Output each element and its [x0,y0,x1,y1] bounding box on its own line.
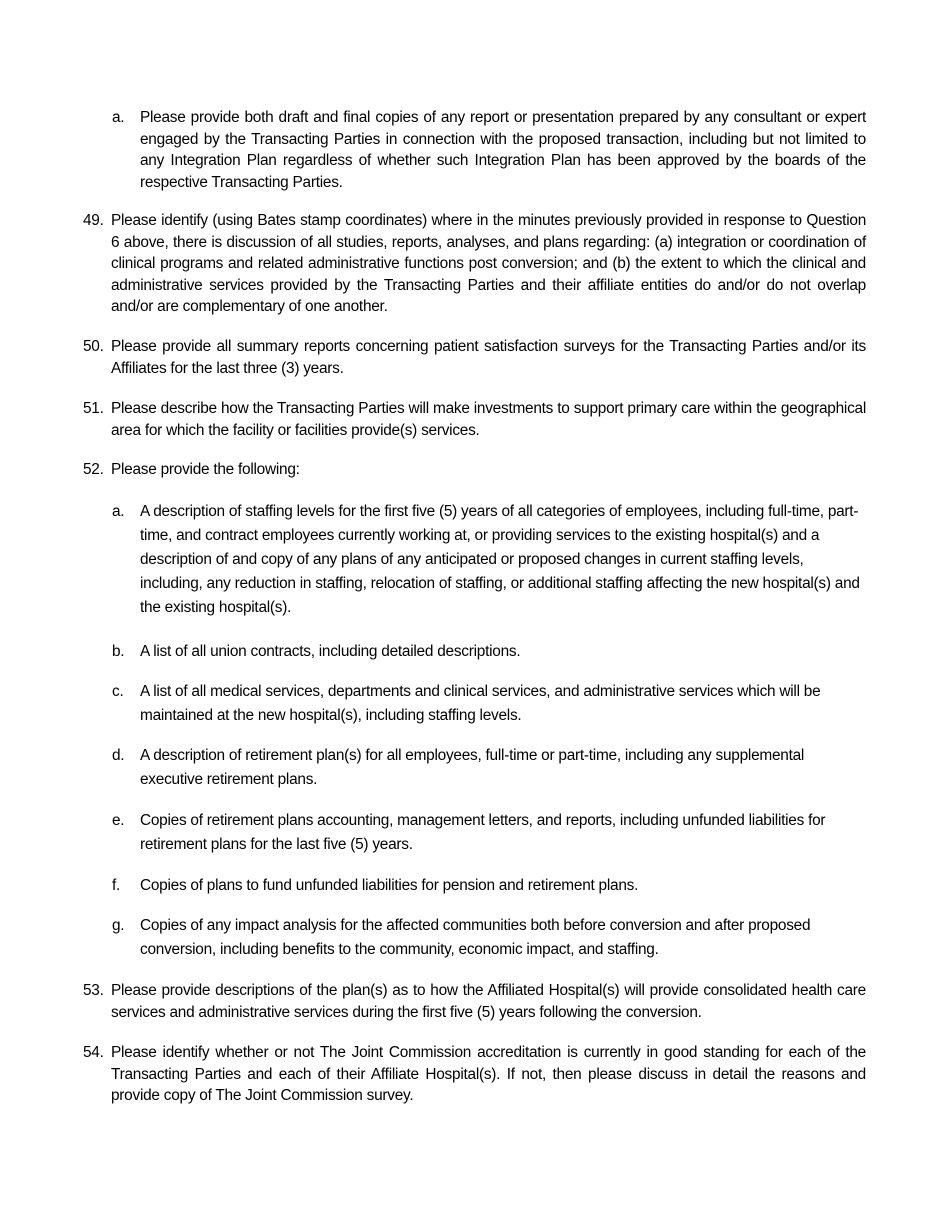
list-item-text: A list of all medical services, departments and clinical services, and administrative services which will be maintained at the new hospital(s), including staffing levels. [140,683,821,724]
list-item-text: Copies of any impact analysis for the affected communities both before conversion and after proposed conversion, including benefits to the community, economic impact, and staffing. [140,917,811,958]
question-number: 54. [83,1044,104,1061]
question-text: Please provide the following: [111,461,300,478]
question-number: 51. [83,400,104,417]
question-text: Please provide all summary reports concerning patient satisfaction surveys for the Transacting Parties and/or its Affiliates for the last three (3) years. [111,338,866,377]
question-number: 53. [83,982,104,999]
list-item-text: A description of retirement plan(s) for all employees, full-time or part-time, including any supplemental executive retirement plans. [140,747,805,788]
question-text: Please identify (using Bates stamp coordinates) where in the minutes previously provided in response to Question 6 above, there is discussion of all studies, reports, analyses, and plans regarding: (a) integration or coordination of clinical programs and related administrative functions post conversion; and (b) the extent to which the clinical and administrative services provided by the Transacting Parties and their affiliate entities do and/or do not overlap and/or are complementary of one another. [111,212,866,316]
list-item-text: A description of staffing levels for the first five (5) years of all categories of employees, including full-time, part-time, and contract employees currently working at, or providing services to the existing hospital(s) and a description of and copy of any plans of any anticipated or proposed changes in current staffing levels, including, any reduction in staffing, relocation of staffing, or additional staffing affecting the new hospital(s) and the existing hospital(s). [140,503,860,616]
list-marker: g. [112,917,125,934]
list-marker: c. [112,683,124,700]
list-marker: b. [112,643,125,660]
question-number: 50. [83,338,104,355]
question-text: Please describe how the Transacting Parties will make investments to support primary care within the geographical area for which the facility or facilities provide(s) services. [111,400,866,439]
list-marker: f. [112,877,121,894]
question-text: Please provide descriptions of the plan(s) as to how the Affiliated Hospital(s) will provide consolidated health care services and administrative services during the first five (5) years following the conversion. [111,982,866,1021]
list-marker: a. [112,503,125,520]
list-item-text: Copies of plans to fund unfunded liabilities for pension and retirement plans. [140,877,639,894]
question-number: 52. [83,461,104,478]
list-marker: e. [112,812,125,829]
list-marker: d. [112,747,125,764]
list-item-text: Please provide both draft and final copies of any report or presentation prepared by any consultant or expert engaged by the Transacting Parties in connection with the proposed transaction, including but not limited to any Integration Plan regardless of whether such Integration Plan has been approved by the boards of the respective Transacting Parties. [140,109,866,191]
list-item-text: A list of all union contracts, including detailed descriptions. [140,643,521,660]
question-text: Please identify whether or not The Joint Commission accreditation is currently in good standing for each of the Transacting Parties and each of their Affiliate Hospital(s). If not, then please discuss in detail the reasons and provide copy of The Joint Commission survey. [111,1044,866,1105]
list-item-text: Copies of retirement plans accounting, management letters, and reports, including unfunded liabilities for retirement plans for the last five (5) years. [140,812,826,853]
question-number: 49. [83,212,104,229]
list-marker: a. [112,109,125,126]
